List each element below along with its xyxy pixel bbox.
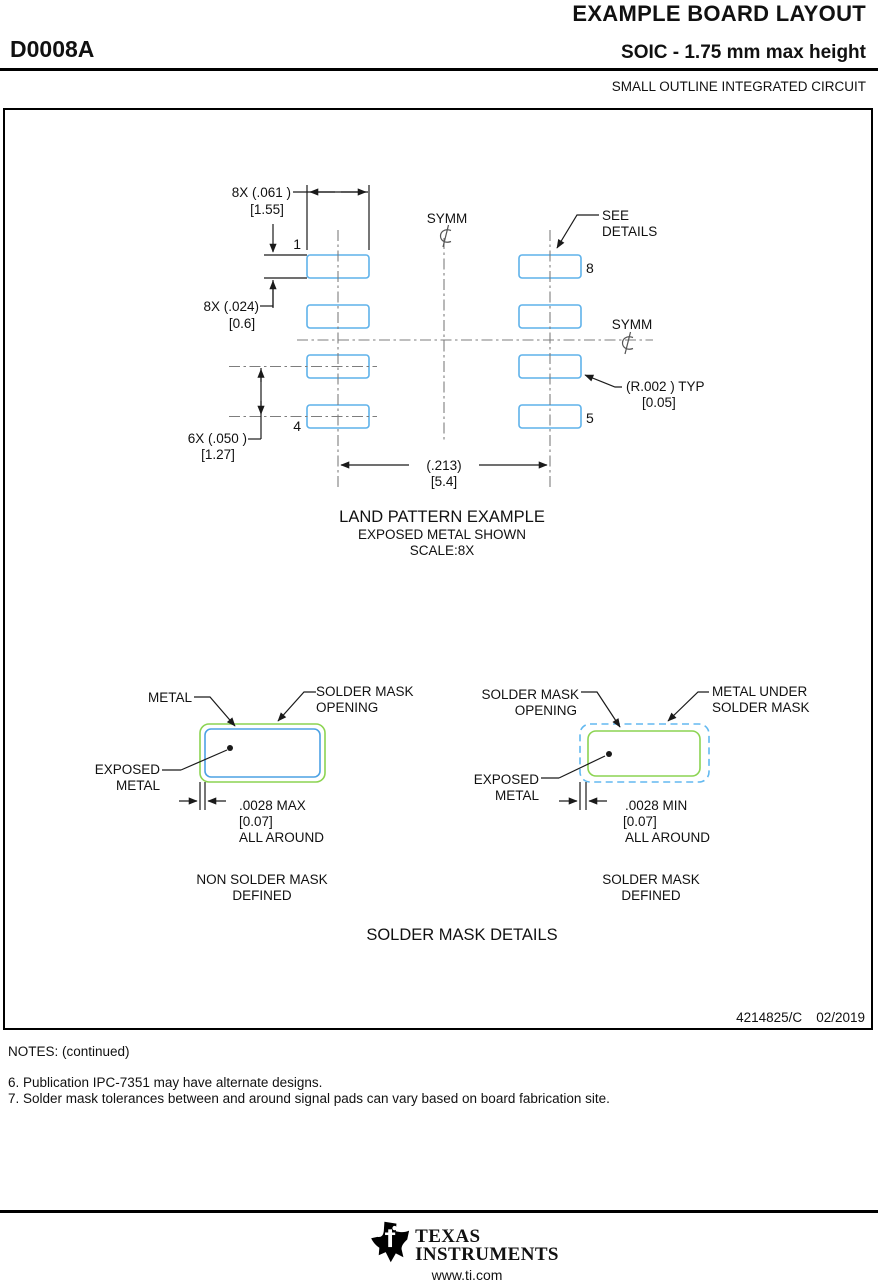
nsmd-dim-l2: [0.07] — [239, 814, 273, 829]
pin-1-label: 1 — [293, 236, 301, 252]
smd-dim-l3: ALL AROUND — [625, 830, 711, 845]
radius-in: (R.002 ) TYP — [626, 379, 705, 394]
smd-caption-l1: SOLDER MASK — [602, 872, 700, 887]
pin-4-label: 4 — [293, 418, 301, 434]
pin-5-label: 5 — [586, 410, 594, 426]
drawing-frame — [3, 108, 873, 1030]
dim-pad-height-mm: [0.6] — [228, 316, 256, 331]
nsmd-dim-l3: ALL AROUND — [239, 830, 325, 845]
header-rule — [0, 68, 878, 71]
nsmd-detail — [95, 684, 414, 903]
package-code: D0008A — [10, 36, 95, 62]
exposed-metal-l1: EXPOSED — [473, 772, 539, 787]
radius-callout — [585, 375, 705, 410]
land-pattern-subtitle1: EXPOSED METAL SHOWN — [357, 527, 527, 542]
footer-rule — [0, 1210, 878, 1213]
notes-section — [8, 1044, 610, 1107]
mask-opening-l2: OPENING — [514, 703, 577, 718]
metal-under-mask-l2: SOLDER MASK — [712, 700, 810, 715]
see-details-l2: DETAILS — [602, 224, 658, 239]
page-title: EXAMPLE BOARD LAYOUT — [572, 1, 866, 26]
doc-revision — [736, 1010, 865, 1025]
symm-top-label: SYMM — [426, 211, 468, 226]
dim-pitch-in: 6X (.050 ) — [187, 431, 247, 446]
solder-mask-details-title: SOLDER MASK DETAILS — [366, 926, 558, 944]
smd-dim-l1: .0028 MIN — [625, 798, 688, 813]
dim-pad-height-in: 8X (.024) — [203, 299, 259, 314]
nsmd-caption-l2: DEFINED — [232, 888, 292, 903]
mask-opening-l1: SOLDER MASK — [481, 687, 579, 702]
nsmd-dim-l1: .0028 MAX — [239, 798, 306, 813]
ti-wordmark-line1: TEXAS — [415, 1226, 481, 1247]
smd-detail — [474, 684, 810, 903]
exposed-metal-l2: METAL — [115, 778, 160, 793]
smd-caption-l2: DEFINED — [621, 888, 681, 903]
metal-label: METAL — [147, 690, 192, 705]
note-item: 6. Publication IPC-7351 may have alternate designs. — [8, 1075, 323, 1090]
ti-logo — [371, 1220, 559, 1264]
dim-pad-width-in: 8X (.061 ) — [231, 185, 291, 200]
dim-pad-height — [203, 224, 307, 331]
exposed-metal-l1: EXPOSED — [94, 762, 160, 777]
see-details-l1: SEE — [602, 208, 630, 223]
ti-texas-icon — [371, 1220, 409, 1264]
dim-span-in: (.213) — [426, 458, 462, 473]
doc-number: 4214825/C — [736, 1010, 803, 1025]
ti-wordmark — [415, 1220, 559, 1263]
ti-wordmark-line2: INSTRUMENTS — [415, 1243, 559, 1265]
mask-opening-l2: OPENING — [316, 700, 379, 715]
notes-heading: NOTES: (continued) — [8, 1044, 130, 1059]
smd-dim-l2: [0.07] — [623, 814, 657, 829]
see-details-callout — [557, 208, 657, 248]
dim-pitch-mm: [1.27] — [201, 447, 235, 462]
dim-span — [341, 458, 547, 489]
board-layout-drawing — [5, 110, 871, 1028]
radius-mm: [0.05] — [642, 395, 676, 410]
mask-opening-l1: SOLDER MASK — [316, 684, 414, 699]
doc-date: 02/2019 — [816, 1010, 865, 1025]
package-subtitle: SOIC - 1.75 mm max height — [621, 42, 866, 63]
land-pattern-subtitle2: SCALE:8X — [409, 543, 475, 558]
nsmd-caption-l1: NON SOLDER MASK — [196, 872, 328, 887]
exposed-metal-point — [227, 745, 233, 751]
metal-pad-outline — [205, 729, 320, 777]
exposed-metal-point — [606, 751, 612, 757]
land-pattern-title: LAND PATTERN EXAMPLE — [339, 508, 545, 526]
pin-8-label: 8 — [586, 260, 594, 276]
symm-right-label: SYMM — [611, 317, 653, 332]
dim-pitch — [188, 368, 261, 462]
mask-defined-opening-outline — [588, 731, 700, 776]
exposed-metal-l2: METAL — [494, 788, 539, 803]
dim-span-mm: [5.4] — [430, 474, 458, 489]
metal-under-mask-l1: METAL UNDER — [712, 684, 808, 699]
note-item: 7. Solder mask tolerances between and around signal pads can vary based on board fabrication site. — [8, 1091, 610, 1106]
package-description: SMALL OUTLINE INTEGRATED CIRCUIT — [611, 79, 866, 94]
dim-pad-width-mm: [1.55] — [250, 202, 284, 217]
ti-url: www.ti.com — [431, 1267, 503, 1283]
